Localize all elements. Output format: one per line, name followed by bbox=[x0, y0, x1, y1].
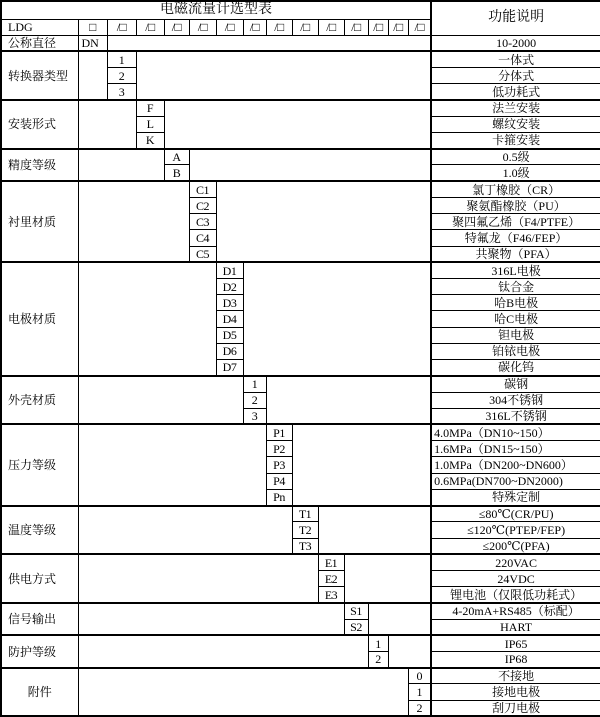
model-slot: /□ bbox=[189, 19, 216, 35]
option-code: 2 bbox=[107, 68, 136, 84]
option-code: 1 bbox=[368, 635, 388, 651]
option-desc: HART bbox=[431, 619, 600, 635]
option-desc: 低功耗式 bbox=[431, 84, 600, 100]
model-prefix: LDG bbox=[1, 19, 78, 35]
model-base-slot: □ bbox=[78, 19, 107, 35]
option-code: D6 bbox=[216, 343, 243, 359]
option-code: D2 bbox=[216, 279, 243, 295]
option-code: B bbox=[164, 165, 189, 181]
option-code: C1 bbox=[189, 181, 216, 197]
model-slot: /□ bbox=[344, 19, 368, 35]
option-code: C4 bbox=[189, 230, 216, 246]
category-label: 电极材质 bbox=[1, 262, 78, 376]
option-code: L bbox=[136, 116, 164, 132]
option-desc: 特殊定制 bbox=[431, 489, 600, 505]
option-code: 1 bbox=[107, 51, 136, 67]
dn-spacer bbox=[107, 35, 431, 51]
spacer-left bbox=[78, 603, 344, 635]
spacer-right bbox=[164, 100, 431, 149]
option-code: A bbox=[164, 149, 189, 165]
spacer-left bbox=[78, 635, 368, 667]
option-desc: 聚氨酯橡胶（PU） bbox=[431, 197, 600, 213]
option-desc: 4-20mA+RS485（标配） bbox=[431, 603, 600, 619]
option-code: S2 bbox=[344, 619, 368, 635]
spacer-left bbox=[78, 51, 107, 100]
option-desc: 碳钢 bbox=[431, 376, 600, 392]
model-slot: /□ bbox=[136, 19, 164, 35]
function-description-header: 功能说明 bbox=[431, 1, 600, 35]
dn-label: 公称直径 bbox=[1, 35, 78, 51]
option-desc: 1.0级 bbox=[431, 165, 600, 181]
option-code: C3 bbox=[189, 214, 216, 230]
option-desc: 特氟龙（F46/FEP） bbox=[431, 230, 600, 246]
spacer-right bbox=[344, 554, 431, 603]
option-code: D4 bbox=[216, 311, 243, 327]
option-desc: 法兰安装 bbox=[431, 100, 600, 116]
spacer-left bbox=[78, 506, 292, 555]
spacer-left bbox=[78, 100, 136, 149]
option-desc: 4.0MPa（DN10~150） bbox=[431, 424, 600, 440]
option-desc: 聚四氟乙烯（F4/PTFE） bbox=[431, 214, 600, 230]
option-code: 3 bbox=[243, 408, 266, 424]
option-code: 1 bbox=[243, 376, 266, 392]
option-code: 0 bbox=[408, 668, 431, 684]
option-desc: 接地电极 bbox=[431, 684, 600, 700]
option-code: S1 bbox=[344, 603, 368, 619]
option-code: P4 bbox=[266, 473, 292, 489]
option-code: T3 bbox=[292, 538, 318, 554]
model-slot: /□ bbox=[243, 19, 266, 35]
category-label: 外壳材质 bbox=[1, 376, 78, 425]
option-desc: 氯丁橡胶（CR） bbox=[431, 181, 600, 197]
option-code: 2 bbox=[408, 700, 431, 716]
spacer-left bbox=[78, 181, 189, 262]
option-desc: ≤200℃(PFA) bbox=[431, 538, 600, 554]
model-slot: /□ bbox=[216, 19, 243, 35]
option-desc: 0.5级 bbox=[431, 149, 600, 165]
category-label: 衬里材质 bbox=[1, 181, 78, 262]
option-desc: 1.6MPa（DN15~150） bbox=[431, 441, 600, 457]
option-code: D3 bbox=[216, 295, 243, 311]
option-code: P3 bbox=[266, 457, 292, 473]
model-slot: /□ bbox=[408, 19, 431, 35]
option-code: T2 bbox=[292, 522, 318, 538]
model-slot: /□ bbox=[318, 19, 344, 35]
option-desc: ≤80℃(CR/PU) bbox=[431, 506, 600, 522]
dn-desc: 10-2000 bbox=[431, 35, 600, 51]
spacer-left bbox=[78, 376, 243, 425]
page-title: 电磁流量计选型表 bbox=[1, 1, 431, 19]
option-code: E2 bbox=[318, 570, 344, 586]
option-desc: 碳化钨 bbox=[431, 360, 600, 376]
category-label: 温度等级 bbox=[1, 506, 78, 555]
option-code: P2 bbox=[266, 441, 292, 457]
option-code: C2 bbox=[189, 197, 216, 213]
model-slot: /□ bbox=[292, 19, 318, 35]
option-desc: 316L不锈钢 bbox=[431, 408, 600, 424]
spacer-left bbox=[78, 668, 408, 717]
option-code: 1 bbox=[408, 684, 431, 700]
spacer-left bbox=[78, 424, 266, 505]
option-desc: 不接地 bbox=[431, 668, 600, 684]
model-slot: /□ bbox=[164, 19, 189, 35]
option-desc: 钛合金 bbox=[431, 279, 600, 295]
spacer-right bbox=[243, 262, 431, 376]
option-desc: ≤120℃(PTEP/FEP) bbox=[431, 522, 600, 538]
category-label: 压力等级 bbox=[1, 424, 78, 505]
spacer-left bbox=[78, 149, 164, 181]
model-slot: /□ bbox=[388, 19, 408, 35]
spacer-right bbox=[388, 635, 431, 667]
option-code: E3 bbox=[318, 587, 344, 603]
option-code: 2 bbox=[368, 652, 388, 668]
option-code: C5 bbox=[189, 246, 216, 262]
option-code: Pn bbox=[266, 489, 292, 505]
option-desc: 钽电极 bbox=[431, 327, 600, 343]
option-code: P1 bbox=[266, 424, 292, 440]
spacer-left bbox=[78, 554, 318, 603]
spacer-right bbox=[216, 181, 431, 262]
option-code: F bbox=[136, 100, 164, 116]
option-desc: 哈C电极 bbox=[431, 311, 600, 327]
category-label: 防护等级 bbox=[1, 635, 78, 667]
spacer-right bbox=[189, 149, 431, 181]
category-label: 安装形式 bbox=[1, 100, 78, 149]
option-code: E1 bbox=[318, 554, 344, 570]
option-desc: 24VDC bbox=[431, 570, 600, 586]
option-code: 2 bbox=[243, 392, 266, 408]
option-desc: 刮刀电极 bbox=[431, 700, 600, 716]
option-code: D1 bbox=[216, 262, 243, 278]
option-code: 3 bbox=[107, 84, 136, 100]
option-code: D7 bbox=[216, 360, 243, 376]
option-desc: 一体式 bbox=[431, 51, 600, 67]
option-code: D5 bbox=[216, 327, 243, 343]
category-label: 附件 bbox=[1, 668, 78, 717]
option-desc: 铂铱电极 bbox=[431, 343, 600, 359]
spacer-right bbox=[136, 51, 431, 100]
dn-code: DN bbox=[78, 35, 107, 51]
spacer-right bbox=[266, 376, 431, 425]
model-slot: /□ bbox=[266, 19, 292, 35]
option-desc: 0.6MPa(DN700~DN2000) bbox=[431, 473, 600, 489]
option-desc: 316L电极 bbox=[431, 262, 600, 278]
spacer-right bbox=[292, 424, 431, 505]
spacer-right bbox=[368, 603, 431, 635]
model-slot: /□ bbox=[368, 19, 388, 35]
category-label: 转换器类型 bbox=[1, 51, 78, 100]
option-code: K bbox=[136, 133, 164, 149]
spacer-right bbox=[318, 506, 431, 555]
option-desc: IP68 bbox=[431, 652, 600, 668]
category-label: 精度等级 bbox=[1, 149, 78, 181]
category-label: 信号输出 bbox=[1, 603, 78, 635]
option-desc: 1.0MPa（DN200~DN600） bbox=[431, 457, 600, 473]
option-desc: 锂电池（仅限低功耗式） bbox=[431, 587, 600, 603]
option-desc: 304不锈钢 bbox=[431, 392, 600, 408]
option-desc: IP65 bbox=[431, 635, 600, 651]
option-desc: 分体式 bbox=[431, 68, 600, 84]
spacer-left bbox=[78, 262, 216, 376]
option-desc: 共聚物（PFA） bbox=[431, 246, 600, 262]
option-desc: 螺纹安装 bbox=[431, 116, 600, 132]
option-desc: 220VAC bbox=[431, 554, 600, 570]
option-desc: 卡箍安装 bbox=[431, 133, 600, 149]
category-label: 供电方式 bbox=[1, 554, 78, 603]
option-code: T1 bbox=[292, 506, 318, 522]
option-desc: 哈B电极 bbox=[431, 295, 600, 311]
model-slot: /□ bbox=[107, 19, 136, 35]
